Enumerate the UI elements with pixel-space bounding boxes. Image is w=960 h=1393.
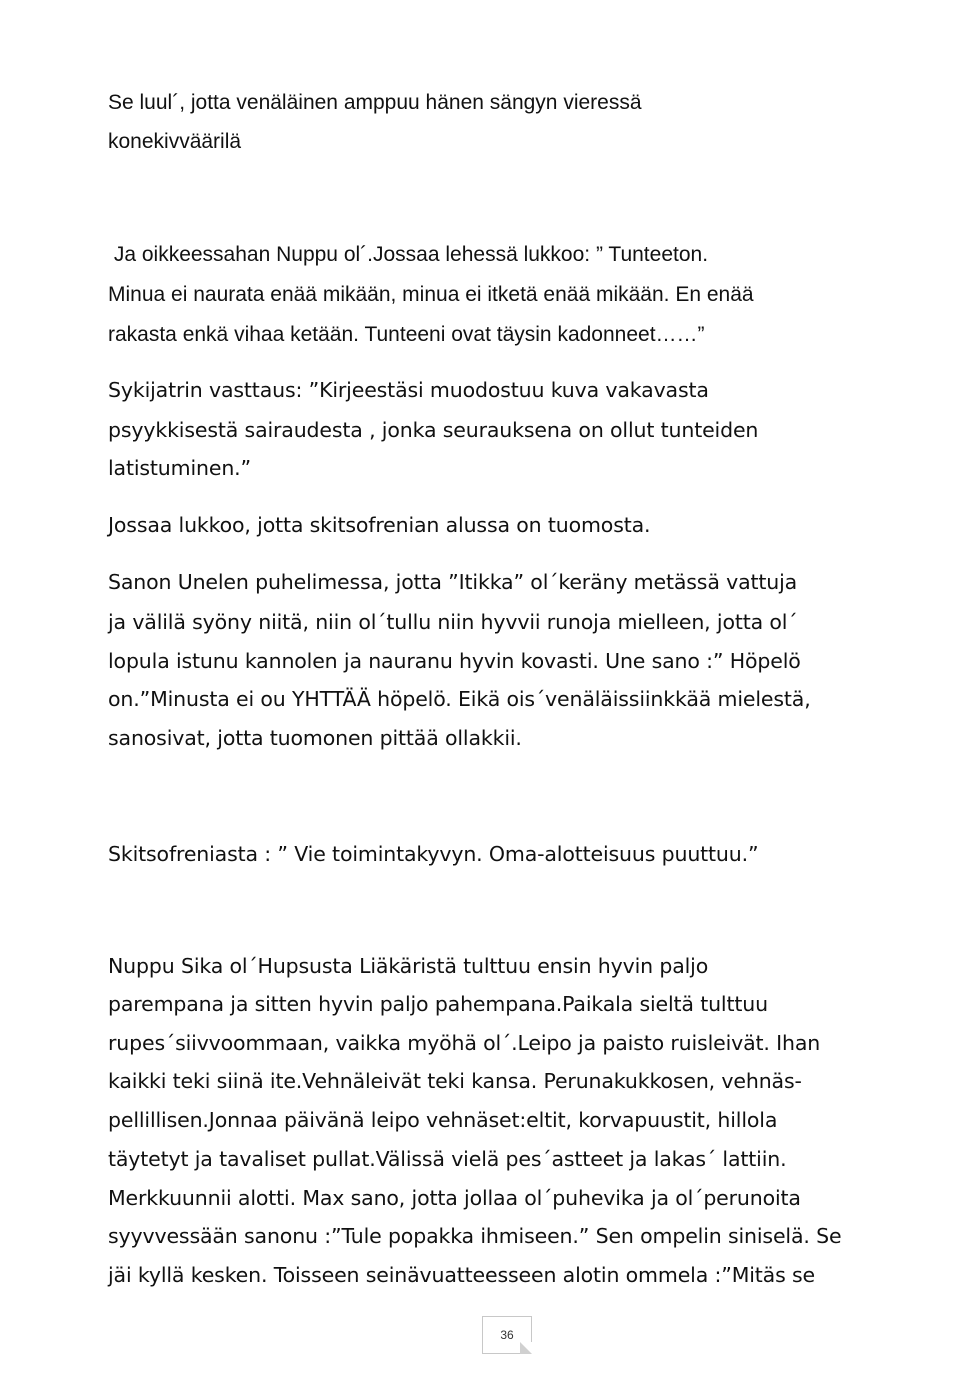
text-line: Sanon Unelen puhelimessa, jotta ”Itikka” ol´keräny metässä vattuja — [108, 570, 798, 594]
text-line: jäi kyllä kesken. Toisseen seinävuatteesseen alotin ommela :”Mitäs se — [108, 1263, 815, 1287]
text-line: Jossaa lukkoo, jotta skitsofrenian alussa on tuomosta. — [108, 513, 651, 537]
text-line: syyvvessään sanonu :”Tule popakka ihmiseen.” Sen ompelin siniselä. Se — [108, 1224, 842, 1248]
text-line: täytetyt ja tavaliset pullat.Välissä vielä pes´astteet ja lakas´ lattiin. — [108, 1147, 787, 1171]
text-line: kaikki teki siinä ite.Vehnäleivät teki kansa. Perunakukkosen, vehnäs- — [108, 1069, 802, 1093]
text-line: pellillisen.Jonnaa päivänä leipo vehnäset:eltit, korvapuustit, hillola — [108, 1108, 778, 1132]
text-line: Nuppu Sika ol´Hupsusta Liäkäristä tulttuu ensin hyvin paljo — [108, 954, 709, 978]
text-line: psyykkisestä sairaudesta , jonka seurauksena on ollut tunteiden — [108, 418, 759, 442]
text-line: Skitsofreniasta : ” Vie toimintakyvyn. Oma-alotteisuus puuttuu.” — [108, 842, 759, 866]
text-line: rupes´siivvoommaan, vaikka myöhä ol´.Leipo ja paisto ruisleivät. Ihan — [108, 1031, 821, 1055]
text-line: lopula istunu kannolen ja nauranu hyvin kovasti. Une sano :” Höpelö — [108, 649, 801, 673]
text-line: konekivväärilä — [108, 130, 242, 153]
text-line: Merkkuunnii alotti. Max sano, jotta jollaa ol´puhevika ja ol´perunoita — [108, 1186, 801, 1210]
text-line: Sykijatrin vasttaus: ”Kirjeestäsi muodostuu kuva vakavasta — [108, 378, 709, 402]
text-line: Minua ei naurata enää mikään, minua ei itketä enää mikään. En enää — [108, 283, 754, 306]
page-number-box — [482, 1316, 532, 1354]
text-line: latistuminen.” — [108, 456, 252, 480]
text-line: parempana ja sitten hyvin paljo pahempana.Paikala sieltä tulttuu — [108, 992, 768, 1016]
text-line: rakasta enkä vihaa ketään. Tunteeni ovat täysin kadonneet……” — [108, 323, 705, 346]
text-line: sanosivat, jotta tuomonen pittää ollakkii. — [108, 726, 522, 750]
page-number: 36 — [500, 1328, 514, 1342]
text-line: Ja oikkeessahan Nuppu ol´.Jossaa lehessä lukkoo: ” Tunteeton. — [108, 243, 709, 266]
text-line: on.”Minusta ei ou YHTTÄÄ höpelö. Eikä ois´venäläissiinkkää mielestä, — [108, 687, 811, 711]
text-line: ja välilä syöny niitä, niin ol´tullu niin hyvvii runoja mielleen, jotta ol´ — [108, 610, 798, 634]
text-line: Se luul´, jotta venäläinen amppuu hänen sängyn vieressä — [108, 91, 642, 114]
